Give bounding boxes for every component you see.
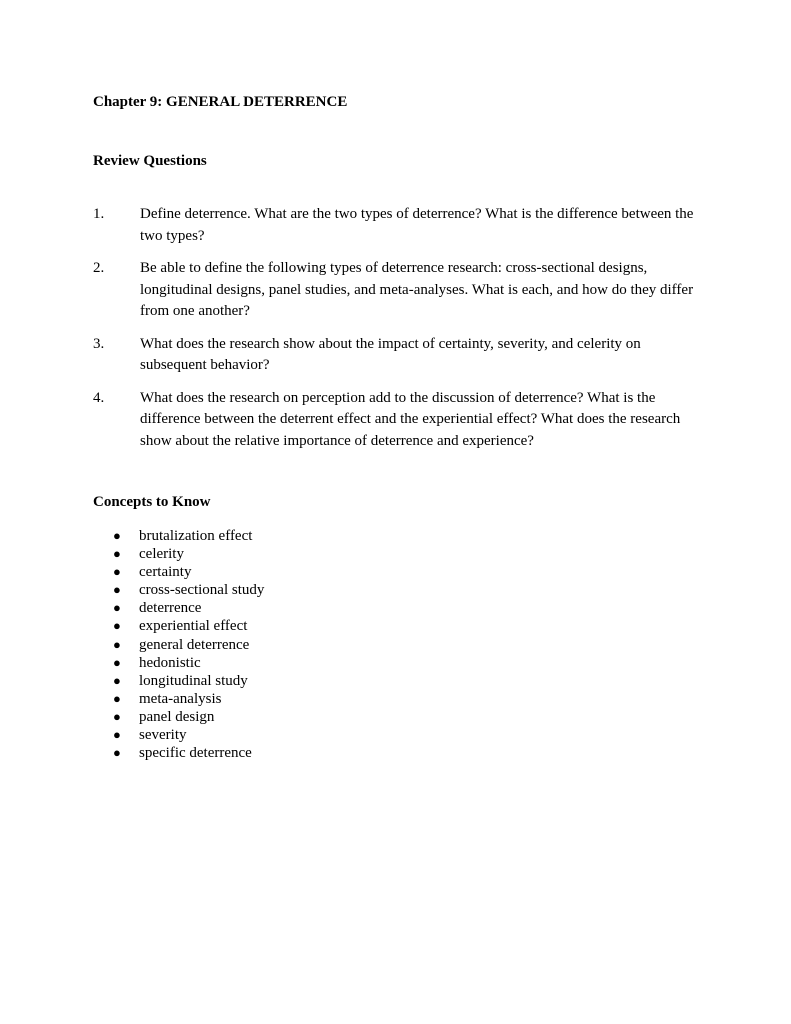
concept-text: panel design — [139, 708, 215, 725]
concept-text: brutalization effect — [139, 528, 253, 544]
question-text: Be able to define the following types of deterrence research: cross-sectional designs, longitudinal designs, panel studies, and meta-analyses. What is each, and how do they differ from one another? — [140, 260, 694, 319]
question-number: 4. — [93, 389, 105, 406]
bullet-icon: ● — [113, 690, 121, 706]
question-text: What does the research show about the impact of certainty, severity, and celerity on subsequent behavior? — [140, 335, 641, 373]
question-number: 2. — [93, 260, 105, 276]
concept-item — [113, 527, 264, 545]
concept-text: hedonistic — [139, 654, 201, 671]
concept-text: deterrence — [139, 600, 202, 617]
bullet-icon: ● — [113, 727, 121, 743]
concept-item — [113, 672, 264, 690]
bullet-icon: ● — [113, 600, 121, 616]
bullet-icon: ● — [113, 654, 121, 670]
review-questions-heading: Review Questions — [93, 153, 207, 169]
concept-item — [113, 654, 264, 672]
bullet-icon: ● — [113, 745, 121, 761]
chapter-title: Chapter 9: GENERAL DETERRENCE — [93, 94, 348, 110]
bullet-icon: ● — [113, 546, 121, 562]
concept-text: meta-analysis — [139, 690, 222, 707]
concept-item — [113, 708, 264, 726]
question-item — [93, 258, 703, 323]
concept-text: celerity — [139, 546, 184, 563]
concept-item — [113, 744, 264, 762]
concept-text: cross-sectional study — [139, 582, 265, 599]
concept-item — [113, 690, 264, 708]
bullet-icon: ● — [113, 582, 121, 598]
bullet-icon: ● — [113, 708, 121, 724]
concept-item — [113, 581, 264, 599]
question-item — [93, 204, 703, 247]
bullet-icon: ● — [113, 672, 121, 688]
question-number: 3. — [93, 335, 105, 352]
concept-text: specific deterrence — [139, 745, 252, 762]
question-text: What does the research on perception add to the discussion of deterrence? What is the difference between the deterrent effect and the experiential effect? What does the research show about the relative importance of deterrence and experience? — [140, 389, 681, 449]
concept-item — [113, 636, 264, 654]
concept-text: longitudinal study — [139, 672, 248, 689]
review-questions-list — [93, 204, 703, 463]
question-item — [93, 388, 703, 453]
concept-item — [113, 545, 264, 563]
concept-text: general deterrence — [139, 636, 250, 653]
concept-item — [113, 726, 264, 744]
bullet-icon: ● — [113, 618, 121, 634]
concept-item — [113, 563, 264, 581]
bullet-icon: ● — [113, 636, 121, 652]
concepts-list — [113, 527, 264, 762]
concept-text: certainty — [139, 564, 192, 581]
bullet-icon: ● — [113, 564, 121, 580]
concept-text: experiential effect — [139, 618, 248, 635]
question-number: 1. — [93, 206, 105, 222]
bullet-icon: ● — [113, 528, 121, 543]
concept-item — [113, 617, 264, 635]
question-item — [93, 334, 703, 377]
question-text: Define deterrence. What are the two types of deterrence? What is the difference between the two types? — [140, 206, 694, 244]
concept-item — [113, 599, 264, 617]
concept-text: severity — [139, 727, 187, 744]
concepts-heading: Concepts to Know — [93, 494, 211, 510]
